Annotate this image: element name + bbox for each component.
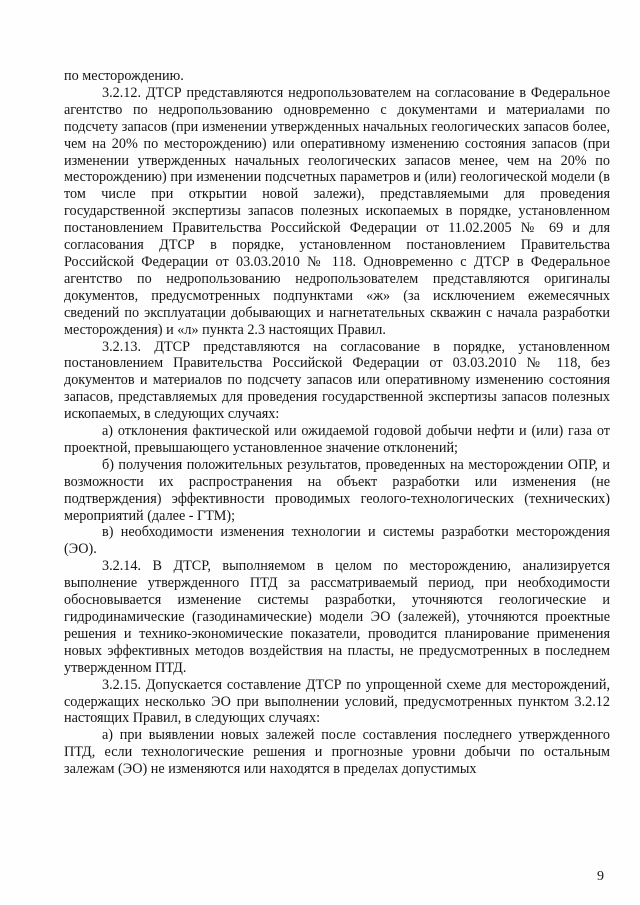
list-item-a-2: а) при выявлении новых залежей после составления последнего утвержденного ПТД, если технологические решения и прогнозные уровни добычи по остальным залежам (ЭО) не изменяются или находятся в пределах допустимых xyxy=(64,727,610,778)
list-item-a: а) отклонения фактической или ожидаемой годовой добычи нефти и (или) газа от проектной, превышающего установленное значение отклонений; xyxy=(64,423,610,456)
paragraph-3-2-15: 3.2.15. Допускается составление ДТСР по упрощенной схеме для месторождений, содержащих несколько ЭО при выполнении условий, предусмотренных пунктом 3.2.12 настоящих Правил, в следующих случаях: xyxy=(64,676,610,727)
page-number: 9 xyxy=(597,869,604,884)
paragraph-3-2-13: 3.2.13. ДТСР представляются на согласование в порядке, установленном постановлением Правительства Российской Федерации от 03.03.2010 № 118, без документов и материалов по подсчету запасов или оперативному изменению состояния запасов, представляемых для проведения государственной экспертизы запасов полезных ископаемых, в следующих случаях: xyxy=(64,338,610,423)
paragraph-3-2-12: 3.2.12. ДТСР представляются недропользователем на согласование в Федеральное агентство по недропользованию одновременно с документами и материалами по подсчету запасов (при изменении утвержденных начальных геологических запасов более, чем на 20% по месторождению) или оперативному изменению состояния запасов (при изменении утвержденных начальных геологических запасов менее, чем на 20% по месторождению) при изменении подсчетных параметров и (или) геологической модели (в том числе при открытии новой залежи), представляемыми для проведения государственной экспертизы запасов полезных ископаемых в порядке, установленном постановлением Правительства Российской Федерации от 11.02.2005 № 69 и для согласования ДТСР в порядке, установленном постановлением Правительства Российской Федерации от 03.03.2010 № 118. Одновременно с ДТСР в Федеральное агентство по недропользованию недропользователем представляются оригиналы документов, предусмотренных подпунктами «ж» (за исключением ежемесячных сведений по эксплуатации добывающих и нагнетательных скважин с начала разработки месторождения) и «л» пункта 2.3 настоящих Правил. xyxy=(64,84,610,338)
body-text xyxy=(64,68,610,778)
list-item-v: в) необходимости изменения технологии и системы разработки месторождения (ЭО). xyxy=(64,524,610,558)
list-item-b: б) получения положительных результатов, проведенных на месторождении ОПР, и возможности их распространения на объект разработки или изменения (не подтверждения) эффективности проводимых геолого-технологических (технических) мероприятий (далее - ГТМ); xyxy=(64,456,610,524)
paragraph-continuation: по месторождению. xyxy=(64,68,184,84)
paragraph-3-2-14: 3.2.14. В ДТСР, выполняемом в целом по месторождению, анализируется выполнение утвержденного ПТД за рассматриваемый период, при необходимости обосновывается изменение системы разработки, уточняются геологические и гидродинамические (газодинамические) модели ЭО (залежей), уточняются проектные решения и технико-экономические показатели, проводится планирование применения новых эффективных методов воздействия на пласты, не предусмотренных в последнем утвержденном ПТД. xyxy=(64,558,610,676)
